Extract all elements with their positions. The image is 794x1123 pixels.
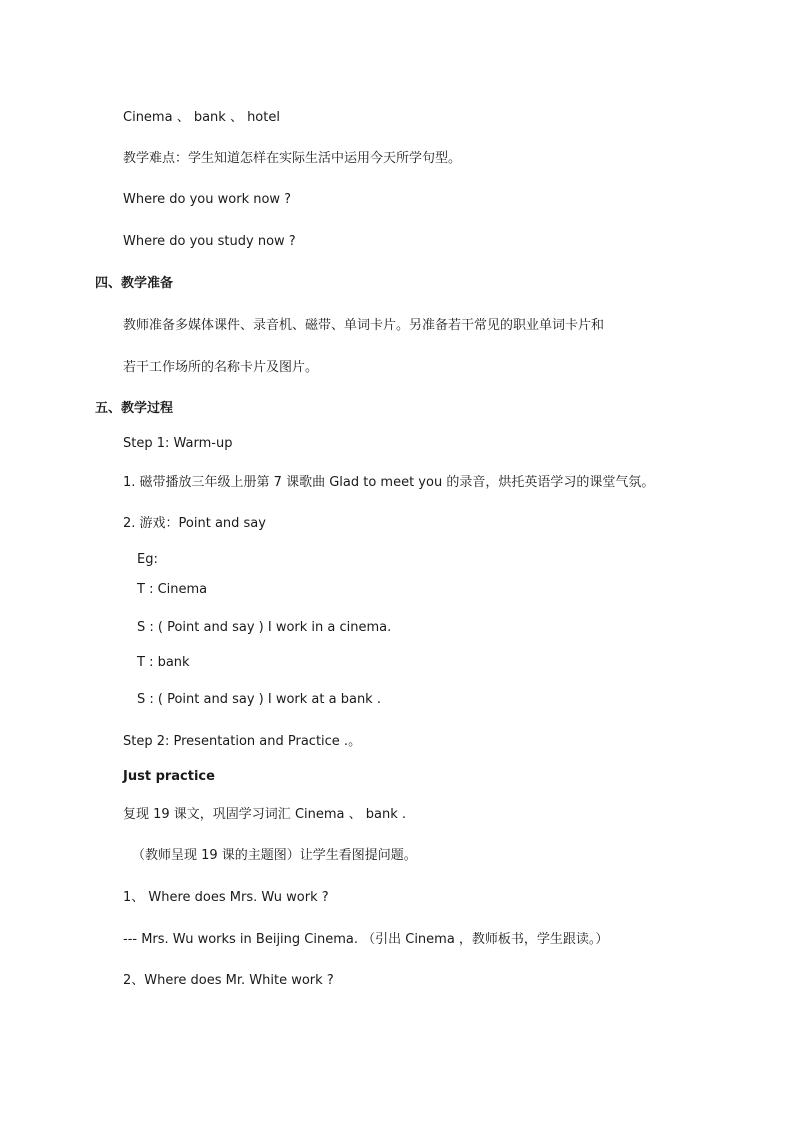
step-heading: Step 2: Presentation and Practice .。 [123, 734, 362, 749]
step-heading: Step 1: Warm-up [123, 436, 233, 451]
preparation-line: 教师准备多媒体课件、录音机、磁带、单词卡片。另准备若干常见的职业单词卡片和 [123, 318, 605, 333]
step-item: 1. 磁带播放三年级上册第 7 课歌曲 Glad to meet you 的录音，烘托英语学习的课堂气氛。 [123, 475, 655, 490]
example-label: Eg: [137, 552, 158, 567]
dialogue-line: T : Cinema [137, 582, 208, 597]
section-heading-process: 五、教学过程 [95, 401, 174, 416]
subsection-heading: Just practice [123, 769, 215, 784]
step-item: 2. 游戏：Point and say [123, 516, 266, 531]
section-heading-preparation: 四、教学准备 [95, 276, 174, 291]
question-line: 2、Where does Mr. White work ? [123, 973, 334, 988]
answer-line: --- Mrs. Wu works in Beijing Cinema. （引出 Cinema ，教师板书，学生跟读。） [123, 932, 609, 947]
question-line: 1、 Where does Mrs. Wu work ? [123, 890, 329, 905]
sentence-line: Where do you work now ? [123, 192, 292, 207]
dialogue-line: T : bank [137, 655, 190, 670]
preparation-line: 若干工作场所的名称卡片及图片。 [123, 360, 319, 375]
body-line: 复现 19 课文，巩固学习词汇 Cinema 、 bank . [123, 807, 407, 822]
vocab-line: Cinema 、 bank 、 hotel [123, 110, 280, 125]
difficulty-line: 教学难点：学生知道怎样在实际生活中运用今天所学句型。 [123, 151, 462, 166]
sentence-line: Where do you study now ? [123, 234, 296, 249]
dialogue-line: S : ( Point and say ) I work in a cinema. [137, 620, 392, 635]
body-line: （教师呈现 19 课的主题图）让学生看图提问题。 [132, 848, 417, 863]
dialogue-line: S : ( Point and say ) I work at a bank . [137, 692, 381, 707]
